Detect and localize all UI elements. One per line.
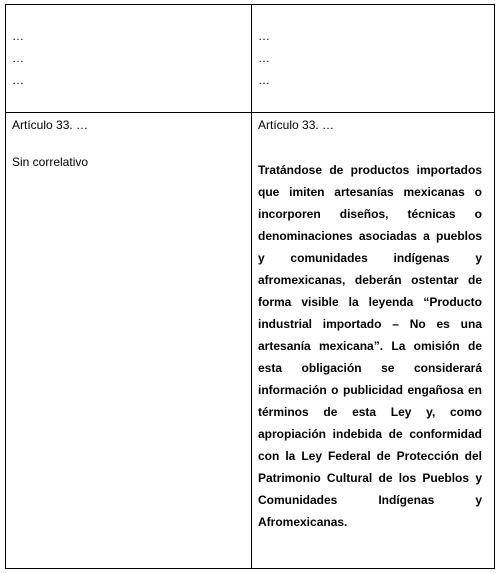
ellipsis-list [252, 5, 494, 91]
table-row [6, 5, 495, 113]
article-heading: Artículo 33. … [12, 118, 89, 132]
ellipsis-line: … [12, 29, 24, 43]
ellipsis-line: … [258, 29, 270, 43]
table-row [6, 113, 495, 569]
ellipsis-list [6, 5, 251, 91]
proposed-text-cell [252, 113, 495, 569]
article-heading: Artículo 33. … [258, 118, 335, 132]
current-text-cell [6, 5, 252, 113]
ellipsis-line: … [12, 51, 24, 65]
ellipsis-line: … [258, 51, 270, 65]
proposed-text-cell [252, 5, 495, 113]
comparison-table [5, 4, 495, 569]
ellipsis-line: … [258, 73, 270, 87]
no-correlative-note: Sin correlativo [12, 155, 89, 169]
added-paragraph: Tratándose de productos importados que imiten artesanías mexicanas o incorporen diseños, técnicas o denominaciones asociadas a pueblos y comunidades indígenas y afromexicanas, deberán ostentar de forma visible la leyenda “Producto industrial importado – No es una artesanía mexicana”. La omisión de esta obligación se considerará información o publicidad engañosa en términos de esta Ley y, como apropiación indebida de conformidad con la Ley Federal de Protección del Patrimonio Cultural de los Pueblos y Comunidades Indígenas y Afromexicanas. [258, 163, 482, 529]
ellipsis-line: … [12, 73, 24, 87]
current-text-cell [6, 113, 252, 569]
